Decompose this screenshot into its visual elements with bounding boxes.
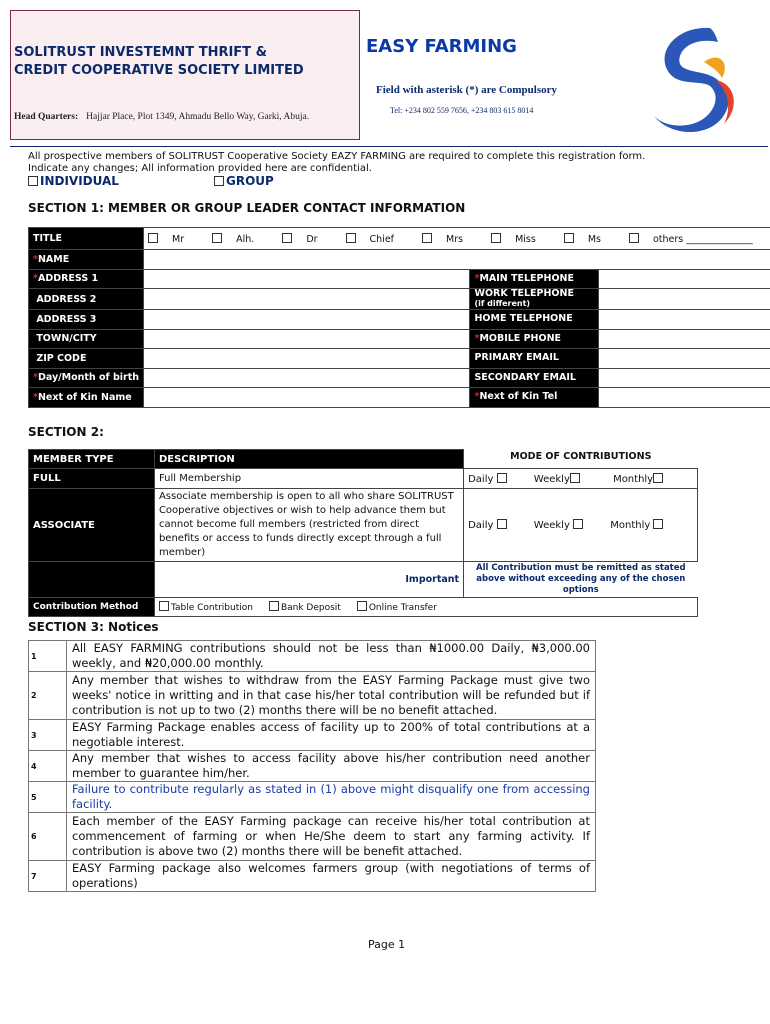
left-label: *Day/Month of birth bbox=[29, 368, 144, 388]
title-option-checkbox[interactable] bbox=[282, 233, 292, 243]
left-input[interactable] bbox=[144, 269, 470, 289]
form-title: EASY FARMING bbox=[366, 36, 517, 57]
notices-table bbox=[28, 640, 596, 892]
notice-row bbox=[29, 641, 596, 672]
head-quarters: Head Quarters: Hajjar Place, Plot 1349, Ahmadu Bello Way, Garki, Abuja. bbox=[14, 112, 310, 122]
mode-header: MODE OF CONTRIBUTIONS bbox=[464, 450, 698, 469]
associate-description: Associate membership is open to all who share SOLITRUST Cooperative objectives or wish to help advance them but cannot become full members (restricted from direct benefits or access to funds directly except through a full member) bbox=[154, 489, 463, 562]
title-option-1[interactable]: Alh. bbox=[212, 233, 268, 245]
associate-daily-checkbox[interactable] bbox=[497, 519, 507, 529]
membership-table bbox=[28, 449, 698, 617]
remit-note: All Contribution must be remitted as stated above without exceeding any of the chosen options bbox=[475, 563, 686, 595]
contact-row bbox=[29, 269, 770, 289]
solitrust-logo bbox=[640, 20, 750, 140]
title-option-4[interactable]: Mrs bbox=[422, 233, 477, 245]
title-option-checkbox[interactable] bbox=[564, 233, 574, 243]
title-option-2[interactable]: Dr bbox=[282, 233, 331, 245]
left-label: ADDRESS 2 bbox=[29, 289, 144, 310]
notice-row bbox=[29, 813, 596, 861]
notice-text: Any member that wishes to access facility above his/her contribution need another member to guarantee him/her. bbox=[67, 751, 596, 782]
page-number: Page 1 bbox=[368, 938, 406, 951]
important-label: Important bbox=[154, 562, 463, 598]
right-label: *MAIN TELEPHONE bbox=[470, 269, 599, 289]
notice-row bbox=[29, 782, 596, 813]
notice-row bbox=[29, 861, 596, 892]
title-option-3[interactable]: Chief bbox=[346, 233, 408, 245]
organization-name: SOLITRUST INVESTEMNT THRIFT & CREDIT COOPERATIVE SOCIETY LIMITED bbox=[14, 45, 304, 78]
contribution-methods bbox=[154, 598, 697, 617]
notice-text: Each member of the EASY Farming package can receive his/her total contribution at commencement of farming or when He/She deem to start any farming activity. If contribution is above two (2) months there will be benefit attached. bbox=[67, 813, 596, 861]
notice-text: All EASY FARMING contributions should not be less than ₦1000.00 Daily, ₦3,000.00 weekly, and ₦20,000.00 monthly. bbox=[67, 641, 596, 672]
name-input[interactable] bbox=[144, 250, 770, 270]
right-input[interactable] bbox=[599, 269, 770, 289]
contribution-method-label: Contribution Method bbox=[29, 598, 155, 617]
header-divider bbox=[10, 146, 768, 147]
full-monthly-checkbox[interactable] bbox=[653, 473, 663, 483]
title-option-checkbox[interactable] bbox=[148, 233, 158, 243]
left-input[interactable] bbox=[144, 289, 470, 310]
group-option[interactable]: GROUP bbox=[214, 174, 274, 188]
right-label: *Next of Kin Tel bbox=[470, 388, 599, 408]
individual-checkbox[interactable] bbox=[28, 176, 38, 186]
notice-number: 5 bbox=[29, 782, 67, 813]
full-mode: Daily Weekly Monthly bbox=[464, 469, 698, 489]
full-label: FULL bbox=[29, 469, 155, 489]
individual-option[interactable]: INDIVIDUAL bbox=[28, 174, 119, 188]
title-option-checkbox[interactable] bbox=[629, 233, 639, 243]
contact-row bbox=[29, 329, 770, 349]
right-input[interactable] bbox=[599, 368, 770, 388]
left-input[interactable] bbox=[144, 329, 470, 349]
method-option-0[interactable]: Table Contribution bbox=[159, 603, 253, 613]
notice-number: 2 bbox=[29, 672, 67, 720]
left-input[interactable] bbox=[144, 310, 470, 330]
notice-number: 4 bbox=[29, 751, 67, 782]
description-header: DESCRIPTION bbox=[154, 450, 463, 469]
left-label: ADDRESS 3 bbox=[29, 310, 144, 330]
right-input[interactable] bbox=[599, 349, 770, 369]
right-label: WORK TELEPHONE (if different) bbox=[470, 289, 599, 310]
notice-text: EASY Farming package also welcomes farmers group (with negotiations of terms of operations) bbox=[67, 861, 596, 892]
full-weekly-checkbox[interactable] bbox=[570, 473, 580, 483]
right-label: HOME TELEPHONE bbox=[470, 310, 599, 330]
title-option-checkbox[interactable] bbox=[212, 233, 222, 243]
method-option-2[interactable]: Online Transfer bbox=[357, 603, 437, 613]
associate-label: ASSOCIATE bbox=[29, 489, 155, 562]
title-option-7[interactable]: others ______________ bbox=[629, 233, 767, 245]
notice-number: 6 bbox=[29, 813, 67, 861]
section3-heading: SECTION 3: Notices bbox=[28, 620, 159, 634]
section2-heading: SECTION 2: bbox=[28, 425, 104, 439]
title-options bbox=[144, 228, 770, 250]
associate-monthly-checkbox[interactable] bbox=[653, 519, 663, 529]
right-input[interactable] bbox=[599, 388, 770, 408]
title-option-checkbox[interactable] bbox=[422, 233, 432, 243]
notice-row bbox=[29, 672, 596, 720]
full-description: Full Membership bbox=[154, 469, 463, 489]
telephone-numbers: Tel: +234 802 559 7656, +234 803 615 8014 bbox=[390, 106, 534, 115]
notice-number: 3 bbox=[29, 720, 67, 751]
method-checkbox[interactable] bbox=[269, 601, 279, 611]
title-option-6[interactable]: Ms bbox=[564, 233, 615, 245]
right-input[interactable] bbox=[599, 329, 770, 349]
left-input[interactable] bbox=[144, 368, 470, 388]
contact-row bbox=[29, 349, 770, 369]
notice-number: 7 bbox=[29, 861, 67, 892]
right-label: SECONDARY EMAIL bbox=[470, 368, 599, 388]
contact-row bbox=[29, 388, 770, 408]
method-checkbox[interactable] bbox=[159, 601, 169, 611]
right-label: *MOBILE PHONE bbox=[470, 329, 599, 349]
title-option-0[interactable]: Mr bbox=[148, 233, 198, 245]
contact-row bbox=[29, 368, 770, 388]
notice-number: 1 bbox=[29, 641, 67, 672]
left-label: *ADDRESS 1 bbox=[29, 269, 144, 289]
right-label: PRIMARY EMAIL bbox=[470, 349, 599, 369]
title-option-checkbox[interactable] bbox=[491, 233, 501, 243]
method-option-1[interactable]: Bank Deposit bbox=[269, 603, 341, 613]
contact-row bbox=[29, 289, 770, 310]
blank-label bbox=[29, 562, 155, 598]
left-label: *Next of Kin Name bbox=[29, 388, 144, 408]
associate-weekly-checkbox[interactable] bbox=[573, 519, 583, 529]
title-label: TITLE bbox=[29, 228, 144, 250]
title-option-checkbox[interactable] bbox=[346, 233, 356, 243]
title-option-5[interactable]: Miss bbox=[491, 233, 550, 245]
contact-info-table bbox=[28, 227, 770, 408]
left-input[interactable] bbox=[144, 349, 470, 369]
section1-heading: SECTION 1: MEMBER OR GROUP LEADER CONTACT INFORMATION bbox=[28, 201, 466, 215]
associate-mode: Daily Weekly Monthly bbox=[464, 489, 698, 562]
member-type-header: MEMBER TYPE bbox=[29, 450, 155, 469]
left-input[interactable] bbox=[144, 388, 470, 408]
contact-row bbox=[29, 310, 770, 330]
notice-text: Failure to contribute regularly as stated in (1) above might disqualify one from accessing facility. bbox=[67, 782, 596, 813]
notice-row bbox=[29, 751, 596, 782]
group-checkbox[interactable] bbox=[214, 176, 224, 186]
left-label: TOWN/CITY bbox=[29, 329, 144, 349]
left-label: ZIP CODE bbox=[29, 349, 144, 369]
notice-row bbox=[29, 720, 596, 751]
compulsory-note: Field with asterisk (*) are Compulsory bbox=[376, 84, 557, 96]
notice-text: EASY Farming Package enables access of facility up to 200% of total contributions at a negotiable interest. bbox=[67, 720, 596, 751]
method-checkbox[interactable] bbox=[357, 601, 367, 611]
right-input[interactable] bbox=[599, 289, 770, 310]
full-daily-checkbox[interactable] bbox=[497, 473, 507, 483]
right-input[interactable] bbox=[599, 310, 770, 330]
intro-text: All prospective members of SOLITRUST Cooperative Society EAZY FARMING are required to complete this registration form. Indicate any changes; All information provided here are confidential. bbox=[28, 151, 646, 174]
name-label: *NAME bbox=[29, 250, 144, 270]
notice-text: Any member that wishes to withdraw from the EASY Farming Package must give two weeks' notice in writting and in that case his/her total contribution will be refunded but if contribution is not up to two (2) months there will be no benefit attached. bbox=[67, 672, 596, 720]
